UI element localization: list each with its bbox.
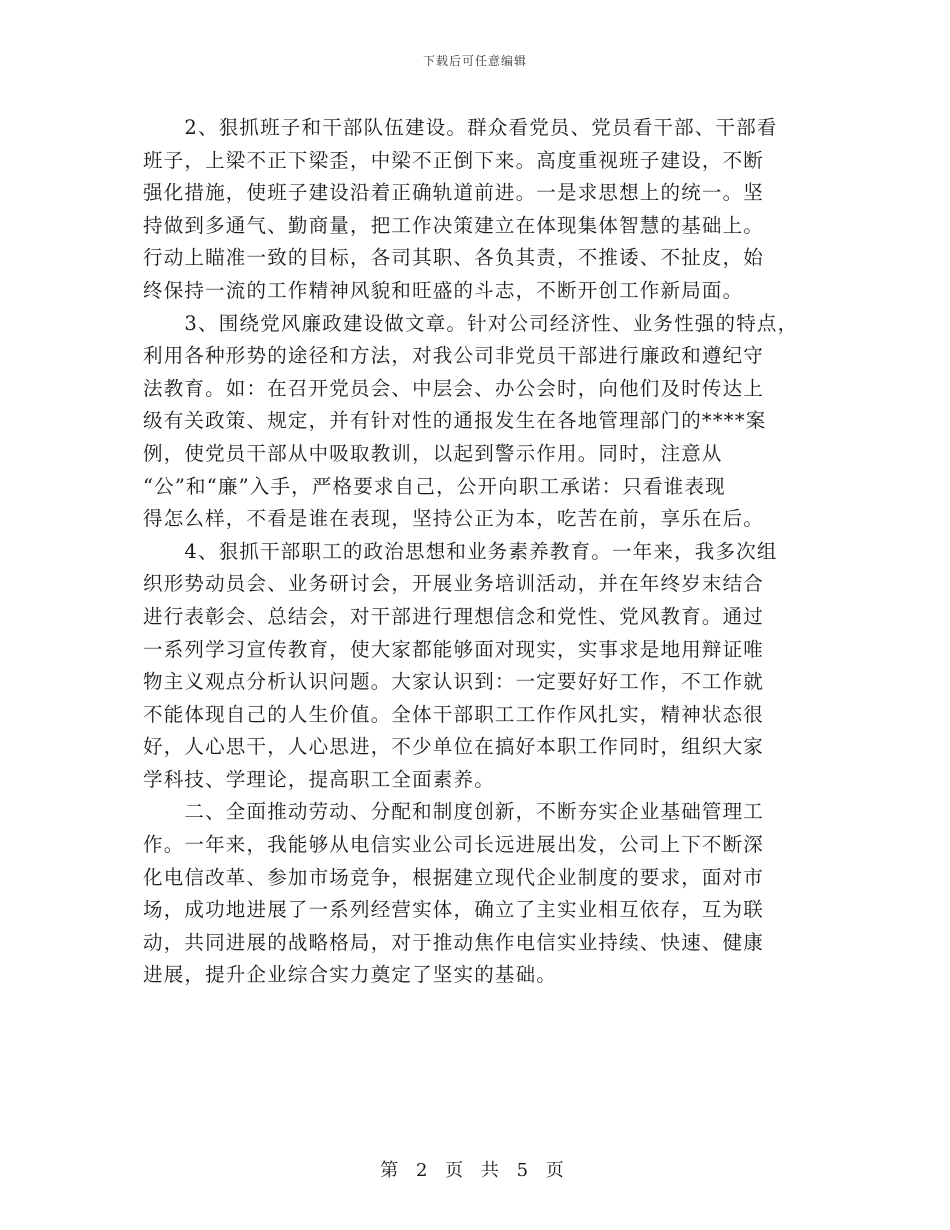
text-line: 动，共同进展的战略格局，对于推动焦作电信实业持续、快速、健康 <box>143 930 765 954</box>
page-number: 第 2 页 共 5 页 <box>380 1160 570 1181</box>
text-line: 4、狠抓干部职工的政治思想和业务素养教育。一年来，我多次组 <box>143 539 778 563</box>
text-line: 学科技、学理论，提高职工全面素养。 <box>143 767 495 791</box>
text-line: 强化措施，使班子建设沿着正确轨道前进。一是求思想上的统一。坚 <box>143 181 765 205</box>
header-note: 下载后可任意编辑 <box>422 54 527 68</box>
text-line: 好，人心思干，人心思进，不少单位在搞好本职工作同时，组织大家 <box>143 735 765 759</box>
text-line: 进行表彰会、总结会，对干部进行理想信念和党性、党风教育。通过 <box>143 604 765 628</box>
text-line: 二、全面推动劳动、分配和制度创新，不断夯实企业基础管理工 <box>143 800 765 824</box>
text-line: 一系列学习宣传教育，使大家都能够面对现实，实事求是地用辩证唯 <box>143 637 765 661</box>
text-line: 例，使党员干部从中吸取教训，以起到警示作用。同时，注意从 <box>143 441 723 465</box>
text-line: 作。一年来，我能够从电信实业公司长远进展出发，公司上下不断深 <box>143 833 765 857</box>
text-line: 法教育。如：在召开党员会、中层会、办公会时，向他们及时传达上 <box>143 376 765 400</box>
text-line: 进展，提升企业综合实力奠定了坚实的基础。 <box>143 963 558 987</box>
text-line: 3、围绕党风廉政建设做文章。针对公司经济性、业务性强的特点， <box>143 311 799 335</box>
text-line: 织形势动员会、业务研讨会，开展业务培训活动，并在年终岁末结合 <box>143 572 765 596</box>
text-line: 场，成功地进展了一系列经营实体，确立了主实业相互依存，互为联 <box>143 898 765 922</box>
text-line: 行动上瞄准一致的目标，各司其职、各负其责，不推诿、不扯皮，始 <box>143 246 765 270</box>
text-line: 终保持一流的工作精神风貌和旺盛的斗志，不断开创工作新局面。 <box>143 278 744 302</box>
text-line: 班子，上梁不正下梁歪，中梁不正倒下来。高度重视班子建设，不断 <box>143 148 765 172</box>
text-line: 不能体现自己的人生价值。全体干部职工工作作风扎实，精神状态很 <box>143 702 765 726</box>
text-line: 化电信改革、参加市场竞争，根据建立现代企业制度的要求，面对市 <box>143 865 765 889</box>
text-line: “公”和“廉”入手，严格要求自己，公开向职工承诺：只看谁表现 <box>143 474 726 498</box>
text-line: 级有关政策、规定，并有针对性的通报发生在各地管理部门的****案 <box>143 409 767 433</box>
text-line: 2、狠抓班子和干部队伍建设。群众看党员、党员看干部、干部看 <box>143 116 778 139</box>
body-text <box>143 112 813 992</box>
text-line: 持做到多通气、勤商量，把工作决策建立在体现集体智慧的基础上。 <box>143 213 765 237</box>
text-line: 利用各种形势的途径和方法，对我公司非党员干部进行廉政和遵纪守 <box>143 344 765 368</box>
text-line: 得怎么样，不看是谁在表现，坚持公正为本，吃苦在前，享乐在后。 <box>143 507 765 531</box>
text-line: 物主义观点分析认识问题。大家认识到：一定要好好工作，不工作就 <box>143 670 765 694</box>
